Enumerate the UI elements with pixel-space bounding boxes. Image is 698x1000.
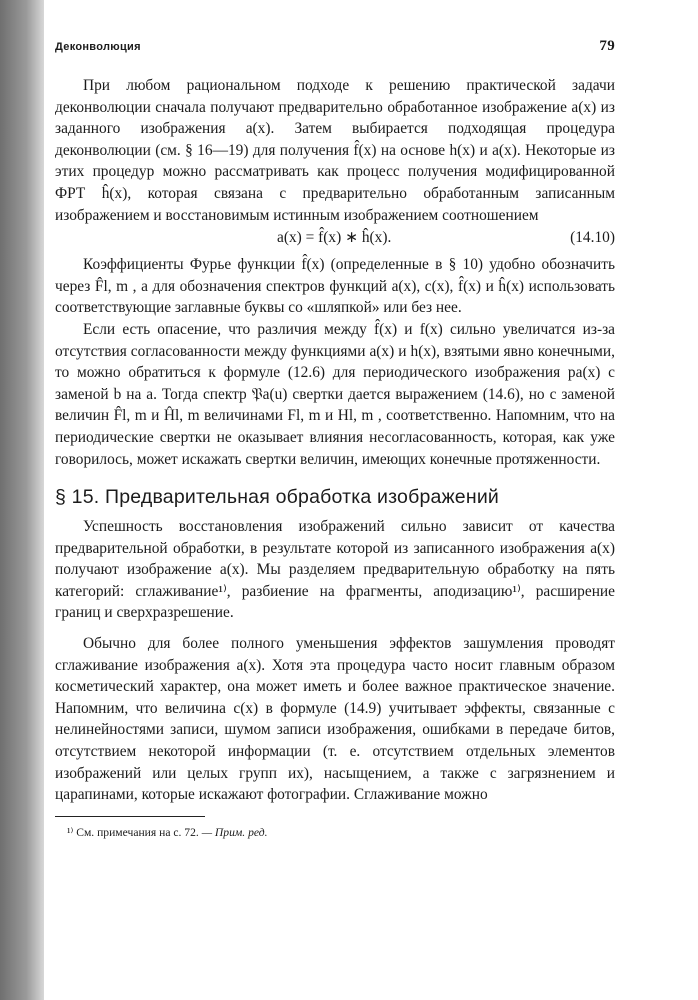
equation-expression: a(x) = f̂(x) ∗ ĥ(x). bbox=[277, 229, 392, 247]
equation-14-10 bbox=[55, 226, 615, 250]
paragraph-gap bbox=[55, 624, 615, 633]
paragraph-4: Успешность восстановления изображений сильно зависит от качества предварительной обработки, в результате которой из записанного изображения a(x) получают изображение a(x). Мы разделяем предварительную обработку на пять категорий: сглаживание¹⁾, разбиение на фрагменты, аподизацию¹⁾, расширение границ и сверхразрешение. bbox=[55, 518, 615, 622]
footnote-marker: ¹⁾ bbox=[67, 825, 74, 839]
equation-number: (14.10) bbox=[570, 229, 615, 247]
running-title: Деконволюция bbox=[55, 41, 141, 53]
page-gutter-shadow bbox=[0, 0, 44, 1000]
paragraph-5: Обычно для более полного уменьшения эффектов зашумления проводят сглаживание изображения a(x). Хотя эта процедура часто носит главным образом косметический характер, она может иметь и более важное практическое значение. Напомним, что величина c(x) в формуле (14.9) учитывает эффекты, связанные с нелинейностями записи, шумом записи изображения, ошибками в передаче битов, отсутствием некоторой информации (т. е. отсутствием отдельных элементов изображений или целых групп их), насыщением, а также с загрязнением и царапинами, которые искажают фотографии. Сглаживание можно bbox=[55, 635, 615, 804]
section-heading: § 15. Предварительная обработка изображений bbox=[55, 486, 500, 509]
footnote-attribution: — Прим. ред. bbox=[201, 825, 268, 839]
footnote bbox=[55, 825, 615, 841]
document-page bbox=[55, 38, 615, 841]
page-number: 79 bbox=[599, 38, 615, 54]
footnote-text: См. примечания на с. 72. bbox=[76, 825, 199, 839]
footnote-rule bbox=[55, 816, 205, 817]
paragraph-2: Коэффициенты Фурье функции f̂(x) (определенные в § 10) удобно обозначить через F̂l, m , а для обозначения спектров функций a(x), c(x), f̂(x) и ĥ(x) использовать соответствующие заглавные буквы со «шляпкой» или без нее. bbox=[55, 256, 615, 317]
paragraph-3: Если есть опасение, что различия между f̂(x) и f(x) сильно увеличатся из-за отсутствия согласованности между функциями a(x) и h(x), взятыми явно конечными, то можно обратиться к формуле (12.6) для периодического изображения pa(x) с заменой b на a. Тогда спектр 𝔓a(u) свертки дается выражением (14.6), но с заменой величин F̂l, m и Ĥl, m величинами Fl, m и Hl, m , соответственно. Напомним, что на периодические свертки не оказывает влияния несогласованность, которая, как уже говорилось, может искажать свертки величин, имеющих конечные протяженности. bbox=[55, 320, 615, 468]
running-header bbox=[55, 38, 615, 55]
paragraph-1: При любом рациональном подходе к решению практической задачи деконволюции сначала получают предварительно обработанное изображение a(x) из заданного изображения a(x). Затем выбирается подходящая процедура деконволюции (см. § 16—19) для получения f̂(x) на основе h(x) и a(x). Некоторые из этих процедур можно рассматривать как процесс получения модифицированной ФРТ ĥ(x), которая связана с предварительно обработанным записанным изображением и восстановимым истинным изображением соотношением bbox=[55, 77, 615, 224]
